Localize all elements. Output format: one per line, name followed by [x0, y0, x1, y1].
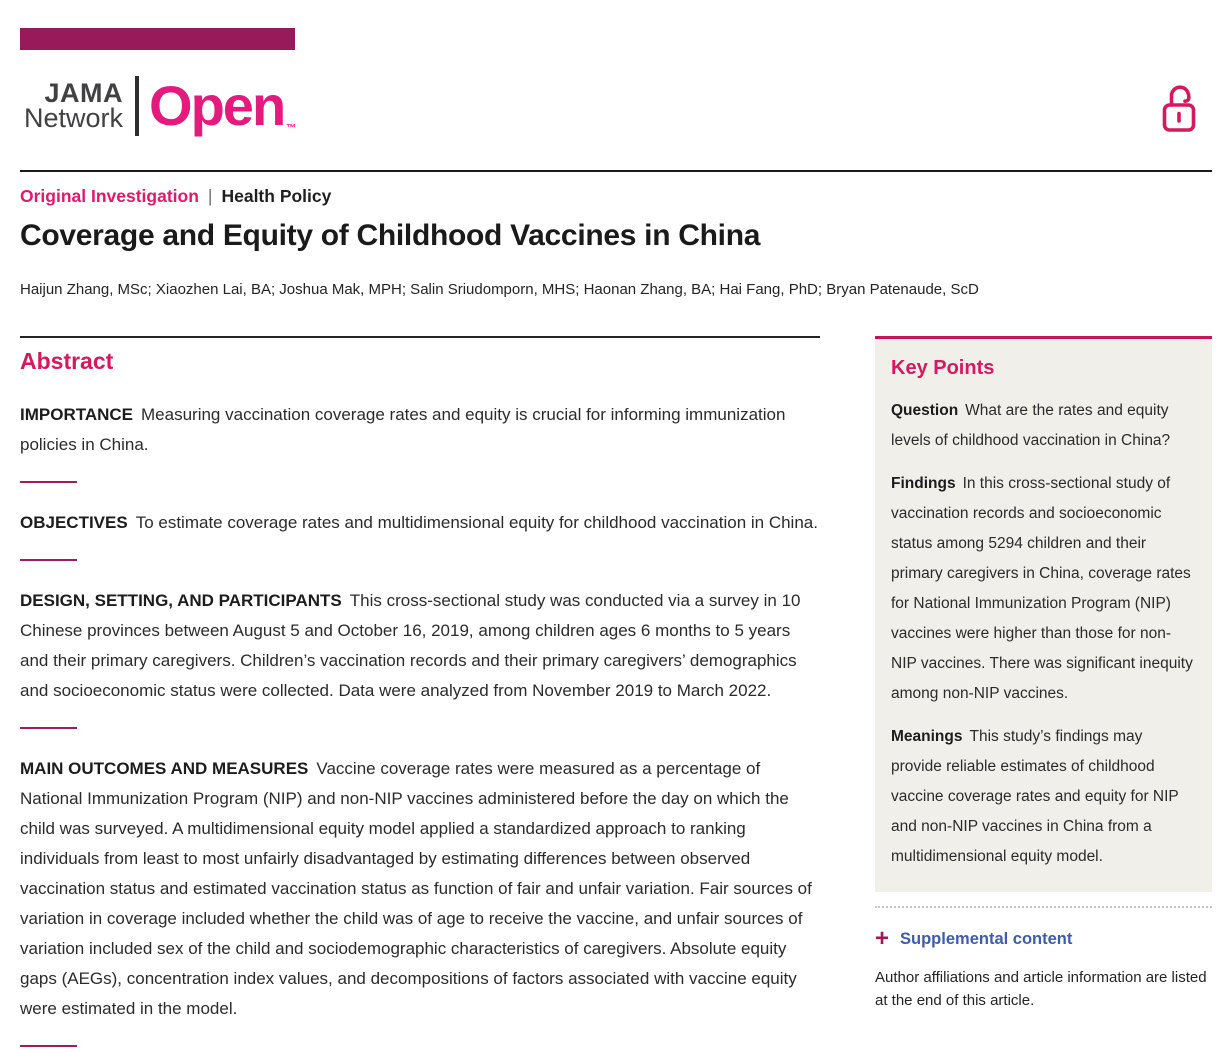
abstract-top-rule [20, 336, 820, 338]
abstract-section-text: This cross-sectional study was conducted via a survey in 10 Chinese provinces between August 5 and October 16, 2019, among children ages 6 months to 5 years and their primary caregivers. Children’s vaccination records and their primary caregivers’ demographics and socioeconomic status were collected. Data were analyzed from November 2019 to March 2022. [20, 591, 801, 700]
abstract-section-importance [20, 400, 820, 460]
abstract-section-outcomes [20, 754, 820, 1024]
jama-network-wordmark [24, 78, 124, 133]
category-separator: | [207, 186, 213, 206]
key-point-label: Question [891, 402, 959, 419]
article-category: Original Investigation [20, 186, 199, 206]
abstract-section-design [20, 586, 820, 706]
brand-network-text: Network [24, 103, 124, 133]
authors-line: Haijun Zhang, MSc; Xiaozhen Lai, BA; Joshua Mak, MPH; Salin Sriudomporn, MHS; Haonan Zhang, BA; Hai Fang, PhD; Bryan Patenaude, ScD [20, 281, 979, 298]
article-title: Coverage and Equity of Childhood Vaccines in China [20, 219, 761, 252]
abstract-section-objectives [20, 508, 820, 538]
abstract-section-text: Vaccine coverage rates were measured as a percentage of National Immunization Program (NIP) and non-NIP vaccines administered before the day on which the child was surveyed. A multidimensional equity model applied a standardized approach to ranking individuals from least to most unfairly disadvantaged by estimating differences between observed vaccination status and estimated vaccination status as function of fair and unfair variation. Fair sources of variation in coverage included whether the child was of age to receive the vaccine, and unfair sources of variation included sex of the child and sociodemographic characteristics of caregivers. Absolute equity gaps (AEGs), concentration index values, and decompositions of factors associated with vaccine equity were estimated in the model. [20, 759, 812, 1018]
jama-network-open-logo [24, 76, 296, 136]
body-columns [20, 336, 1212, 1047]
abstract-section-text: Measuring vaccination coverage rates and equity is crucial for informing immunization policies in China. [20, 405, 786, 454]
key-point-meanings [891, 722, 1196, 872]
plus-icon: + [875, 925, 890, 952]
trademark-symbol: ™ [286, 123, 297, 134]
section-divider [20, 559, 77, 561]
article-page [20, 185, 1212, 1047]
sidebar-dotted-divider [875, 906, 1212, 908]
header-rule [20, 170, 1212, 172]
brand-jama-text: JAMA [44, 78, 124, 108]
sidebar [875, 336, 1212, 1047]
brand-open-text: Open [149, 74, 285, 137]
section-divider [20, 1045, 77, 1047]
masthead-color-bar [20, 28, 295, 50]
abstract-section-label: MAIN OUTCOMES AND MEASURES [20, 759, 309, 778]
abstract-section-text: To estimate coverage rates and multidimensional equity for childhood vaccination in China. [135, 513, 818, 532]
abstract-heading: Abstract [20, 348, 114, 374]
key-point-label: Findings [891, 475, 956, 492]
key-point-text: This study’s findings may provide reliable estimates of childhood vaccine coverage rates and equity for NIP and non-NIP vaccines in China from a multidimensional equity model. [891, 728, 1179, 865]
key-point-text: In this cross-sectional study of vaccination records and socioeconomic status among 5294 children and their primary caregivers in China, coverage rates for National Immunization Program (NIP) vaccines were higher than those for non-NIP vaccines. There was significant inequity among non-NIP vaccines. [891, 475, 1193, 702]
key-points-panel [875, 336, 1212, 892]
open-access-lock-icon [1160, 82, 1198, 139]
supplemental-content-row [875, 925, 1212, 952]
article-topic: Health Policy [221, 186, 332, 206]
key-point-findings [891, 469, 1196, 709]
affiliations-note: Author affiliations and article information are listed at the end of this article. [875, 969, 1207, 1009]
section-divider [20, 727, 77, 729]
abstract-section-label: IMPORTANCE [20, 405, 134, 424]
section-divider [20, 481, 77, 483]
abstract-section-label: DESIGN, SETTING, AND PARTICIPANTS [20, 591, 342, 610]
category-row [20, 185, 1212, 207]
supplemental-content-link[interactable]: Supplemental content [900, 929, 1073, 948]
key-points-heading: Key Points [891, 357, 995, 379]
key-point-question [891, 396, 1196, 456]
logo-divider-bar [135, 76, 139, 136]
key-point-label: Meanings [891, 728, 963, 745]
key-point-text: What are the rates and equity levels of childhood vaccination in China? [891, 402, 1171, 449]
abstract-section-label: OBJECTIVES [20, 513, 128, 532]
abstract-column [20, 336, 820, 1047]
